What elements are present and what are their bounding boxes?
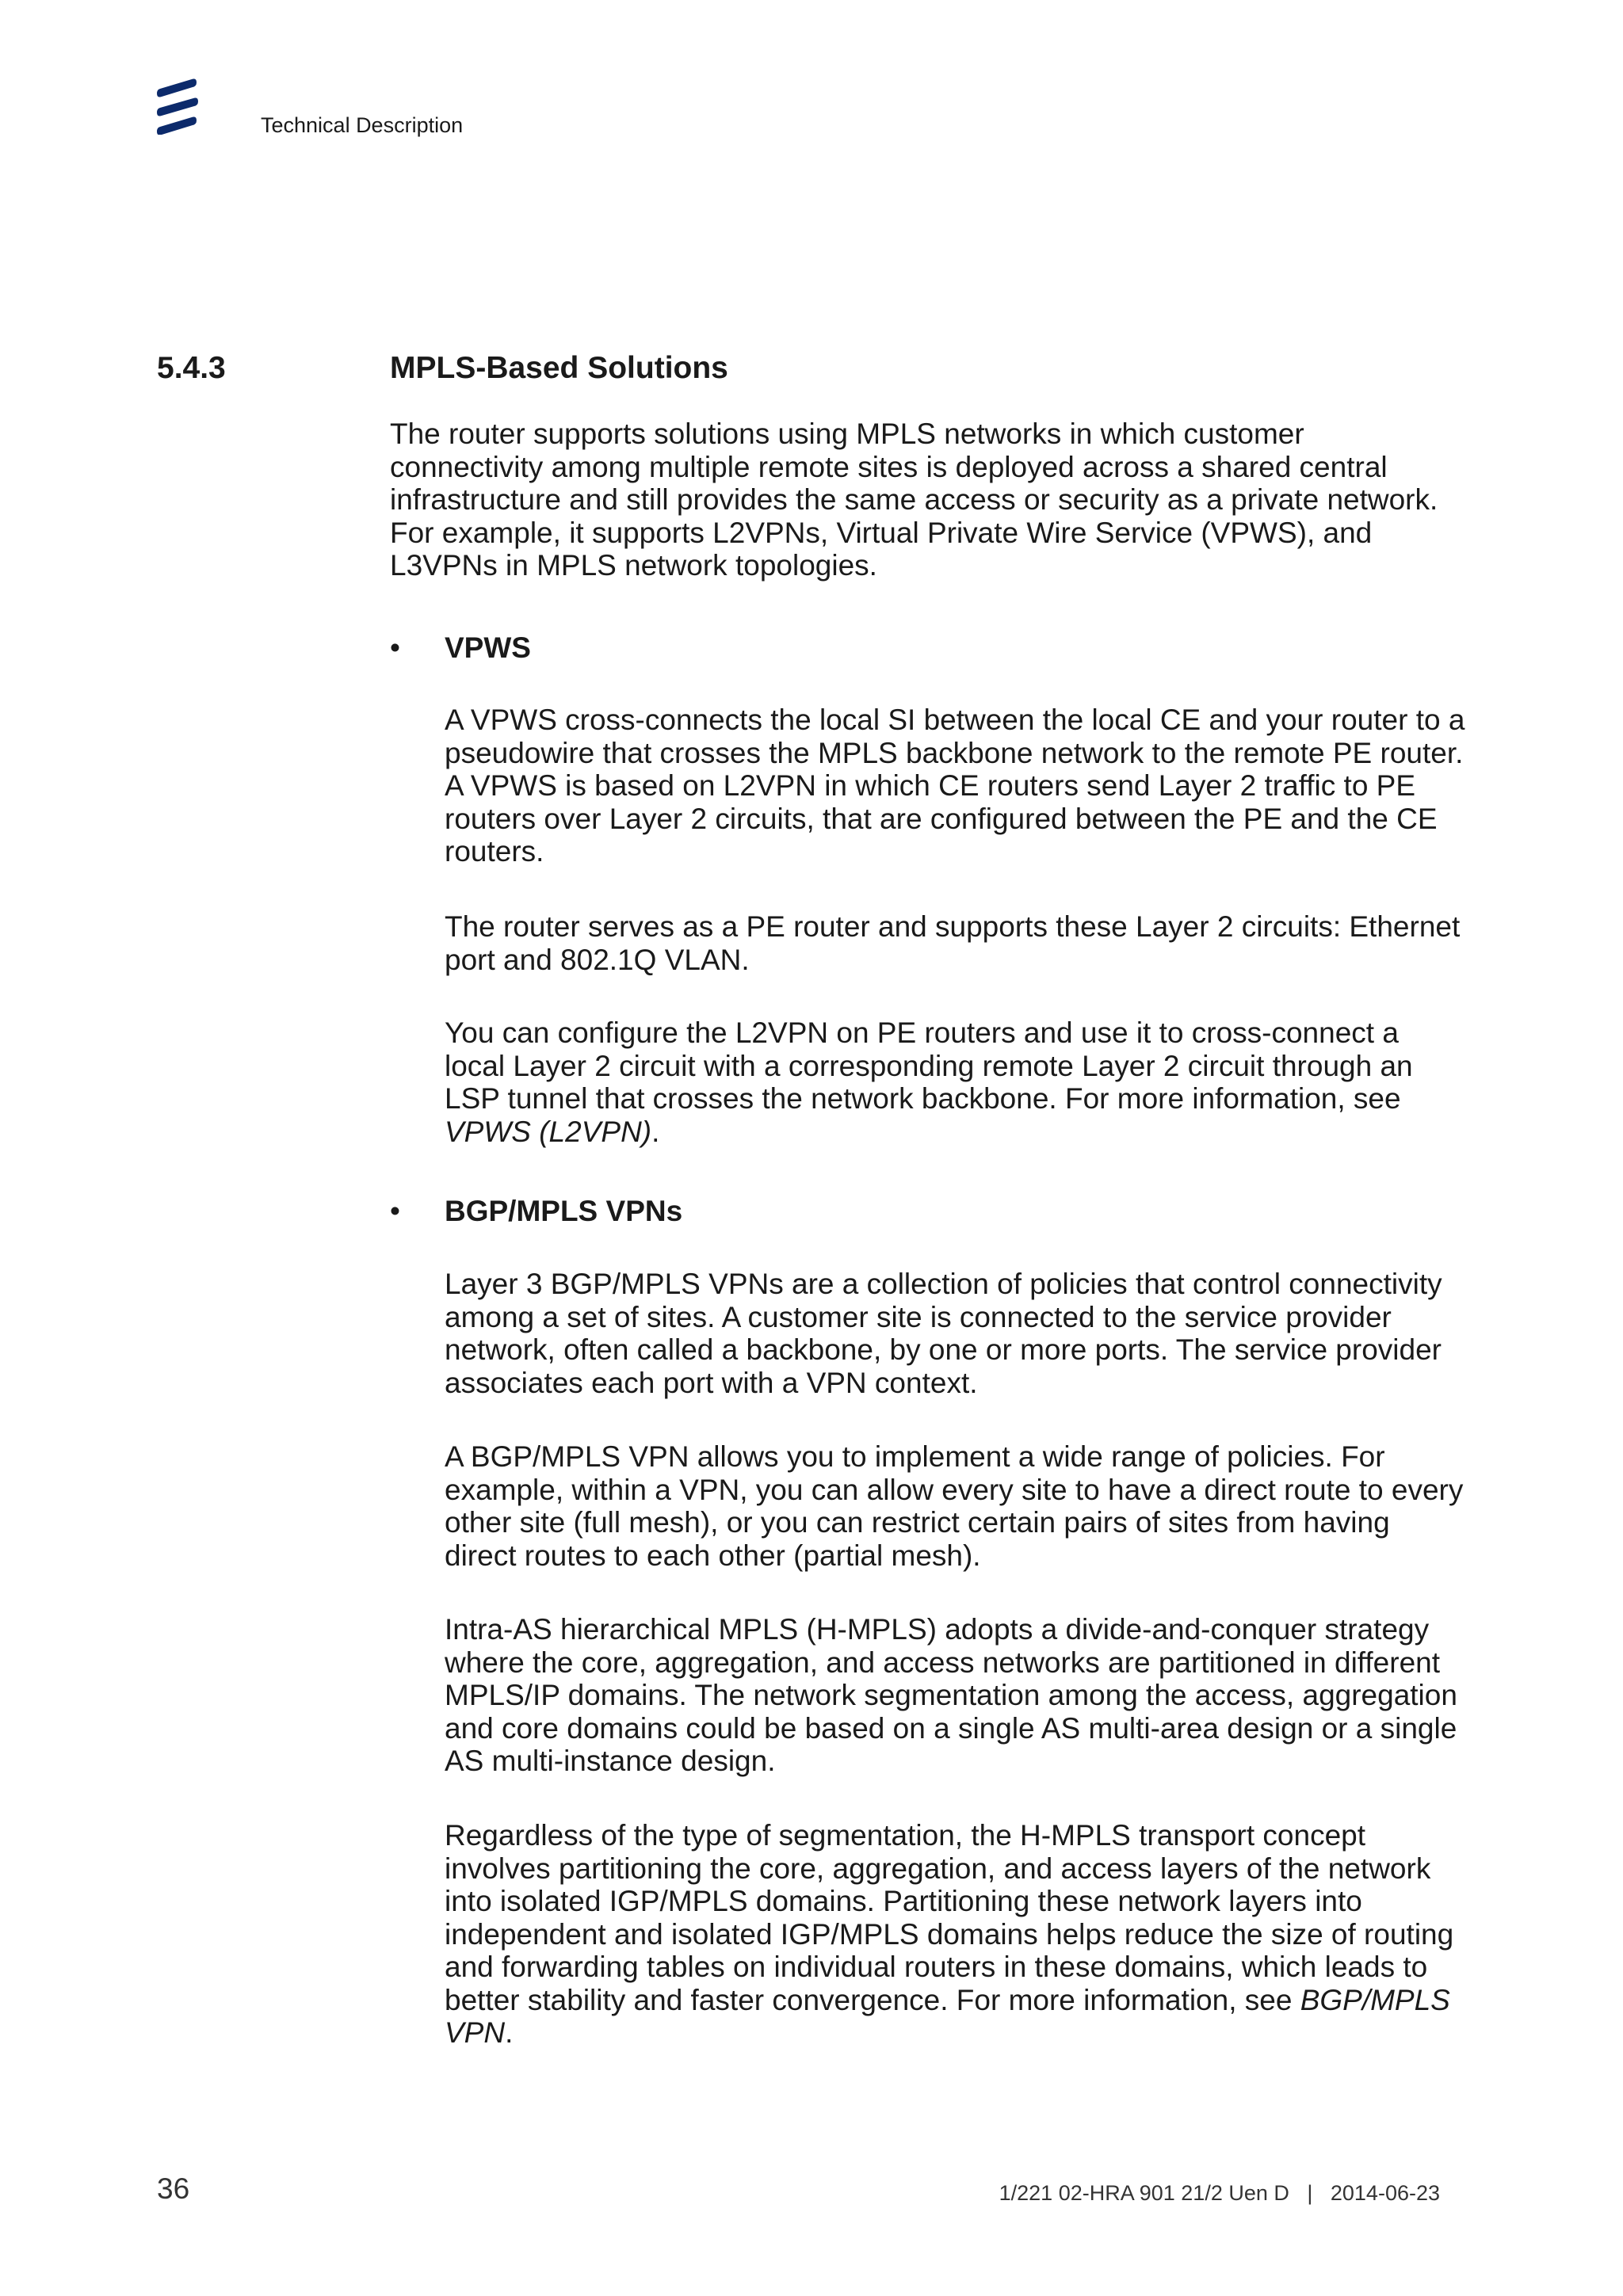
header-title: Technical Description [261, 113, 464, 137]
bullet-marker: • [390, 631, 400, 664]
ericsson-logo-icon [155, 78, 200, 135]
bgp-paragraph-3: Intra-AS hierarchical MPLS (H-MPLS) adopts a divide-and-conquer strategy where the core, aggregation, and access networks are partitioned in different MPLS/IP domains. The network segmentation among the access, aggregation and core domains could be based on a single AS multi-area design or a single AS multi-instance design. [445, 1613, 1457, 1777]
bullet-marker: • [390, 1195, 400, 1227]
vpws-reference-link[interactable]: VPWS (L2VPN) [445, 1115, 652, 1148]
document-id: 1/221 02-HRA 901 21/2 Uen D | 2014-06-23 [999, 2181, 1440, 2205]
vpws-paragraph-3 [445, 1016, 1467, 1148]
section-title: MPLS-Based Solutions [390, 351, 728, 385]
vpws-paragraph-1: A VPWS cross-connects the local SI between the local CE and your router to a pseudowire that crosses the MPLS backbone network to the remote PE router. A VPWS is based on L2VPN in which CE routers send Layer 2 traffic to PE routers over Layer 2 circuits, that are configured between the PE and the CE routers. [445, 704, 1465, 868]
page-number: 36 [157, 2172, 190, 2205]
section-number: 5.4.3 [157, 351, 226, 385]
section-intro: The router supports solutions using MPLS networks in which customer connectivity among multiple remote sites is deployed across a shared central infrastructure and still provides the same access or security as a private network. For example, it supports L2VPNs, Virtual Private Wire Service (VPWS), and L3VPNs in MPLS network topologies. [390, 418, 1438, 582]
bgp-paragraph-4-text: Regardless of the type of segmentation, the H-MPLS transport concept involves partitioning the core, aggregation, and access layers of the network into isolated IGP/MPLS domains. Partitioning these network layers into independent and isolated IGP/MPLS domains helps reduce the size of routing and forwarding tables on individual routers in these domains, which leads to better stability and faster convergence. For more information, see [445, 1819, 1454, 2016]
bgp-reference-suffix: . [505, 2016, 514, 2049]
bgp-paragraph-4 [445, 1819, 1467, 2050]
bullet-heading-vpws: VPWS [445, 631, 531, 664]
bgp-paragraph-2: A BGP/MPLS VPN allows you to implement a wide range of policies. For example, within a VPN, you can allow every site to have a direct route to every other site (full mesh), or you can restrict certain pairs of sites from having direct routes to each other (partial mesh). [445, 1440, 1464, 1572]
bullet-heading-bgp-mpls-vpns: BGP/MPLS VPNs [445, 1195, 683, 1227]
bgp-paragraph-1: Layer 3 BGP/MPLS VPNs are a collection of policies that control connectivity among a set of sites. A customer site is connected to the service provider network, often called a backbone, by one or more ports. The service provider associates each port with a VPN context. [445, 1268, 1442, 1399]
bgp-reference-link[interactable]: BGP/MPLS VPN [445, 1983, 1450, 2049]
vpws-paragraph-3-text: You can configure the L2VPN on PE routers and use it to cross-connect a local Layer 2 circuit with a corresponding remote Layer 2 circuit through an LSP tunnel that crosses the network backbone. For more information, see [445, 1016, 1413, 1115]
vpws-reference-suffix: . [651, 1115, 660, 1148]
vpws-paragraph-2: The router serves as a PE router and supports these Layer 2 circuits: Ethernet port and 802.1Q VLAN. [445, 910, 1461, 976]
